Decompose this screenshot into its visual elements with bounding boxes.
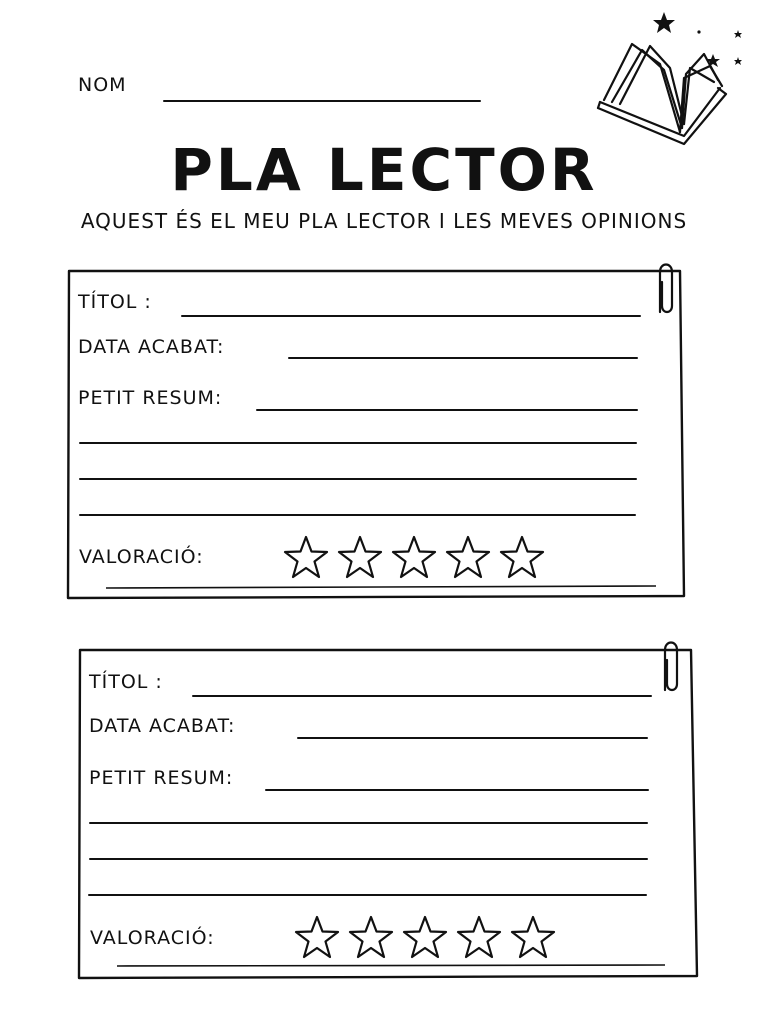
page-subtitle: AQUEST ÉS EL MEU PLA LECTOR I LES MEVES OPINIONS — [80, 209, 688, 233]
summary-label: PETIT RESUM: — [89, 767, 234, 789]
reading-card-2 — [77, 648, 697, 978]
summary-input-line[interactable] — [265, 789, 649, 791]
star-outline-icon[interactable] — [347, 914, 395, 960]
date-label: DATA ACABAT: — [89, 715, 236, 737]
star-outline-icon[interactable] — [282, 534, 330, 580]
star-outline-icon[interactable] — [336, 534, 384, 580]
summary-input-line[interactable] — [79, 442, 637, 444]
title-input-line[interactable] — [192, 695, 652, 697]
name-input-line[interactable] — [163, 100, 481, 102]
page-title: PLA LECTOR — [170, 136, 598, 204]
summary-input-line[interactable] — [88, 894, 647, 896]
title-label: TÍTOL : — [89, 671, 163, 693]
star-outline-icon[interactable] — [509, 914, 557, 960]
open-book-icon — [592, 8, 748, 154]
summary-input-line[interactable] — [79, 478, 637, 480]
summary-input-line[interactable] — [256, 409, 638, 411]
reading-card-1 — [66, 268, 686, 598]
name-label: NOM — [78, 74, 127, 96]
summary-input-line[interactable] — [89, 858, 648, 860]
summary-label: PETIT RESUM: — [78, 387, 223, 409]
star-rating[interactable] — [293, 914, 557, 960]
sparkle-star-icon — [653, 12, 742, 67]
star-rating[interactable] — [282, 534, 546, 580]
date-input-line[interactable] — [297, 737, 648, 739]
star-outline-icon[interactable] — [390, 534, 438, 580]
title-input-line[interactable] — [181, 315, 641, 317]
summary-input-line[interactable] — [89, 822, 648, 824]
rating-label: VALORACIÓ: — [90, 927, 215, 949]
star-outline-icon[interactable] — [455, 914, 503, 960]
star-outline-icon[interactable] — [498, 534, 546, 580]
star-outline-icon[interactable] — [293, 914, 341, 960]
title-label: TÍTOL : — [78, 291, 152, 313]
rating-label: VALORACIÓ: — [79, 546, 204, 568]
summary-input-line[interactable] — [79, 514, 636, 516]
star-outline-icon[interactable] — [401, 914, 449, 960]
star-outline-icon[interactable] — [444, 534, 492, 580]
date-input-line[interactable] — [288, 357, 638, 359]
date-label: DATA ACABAT: — [78, 336, 225, 358]
